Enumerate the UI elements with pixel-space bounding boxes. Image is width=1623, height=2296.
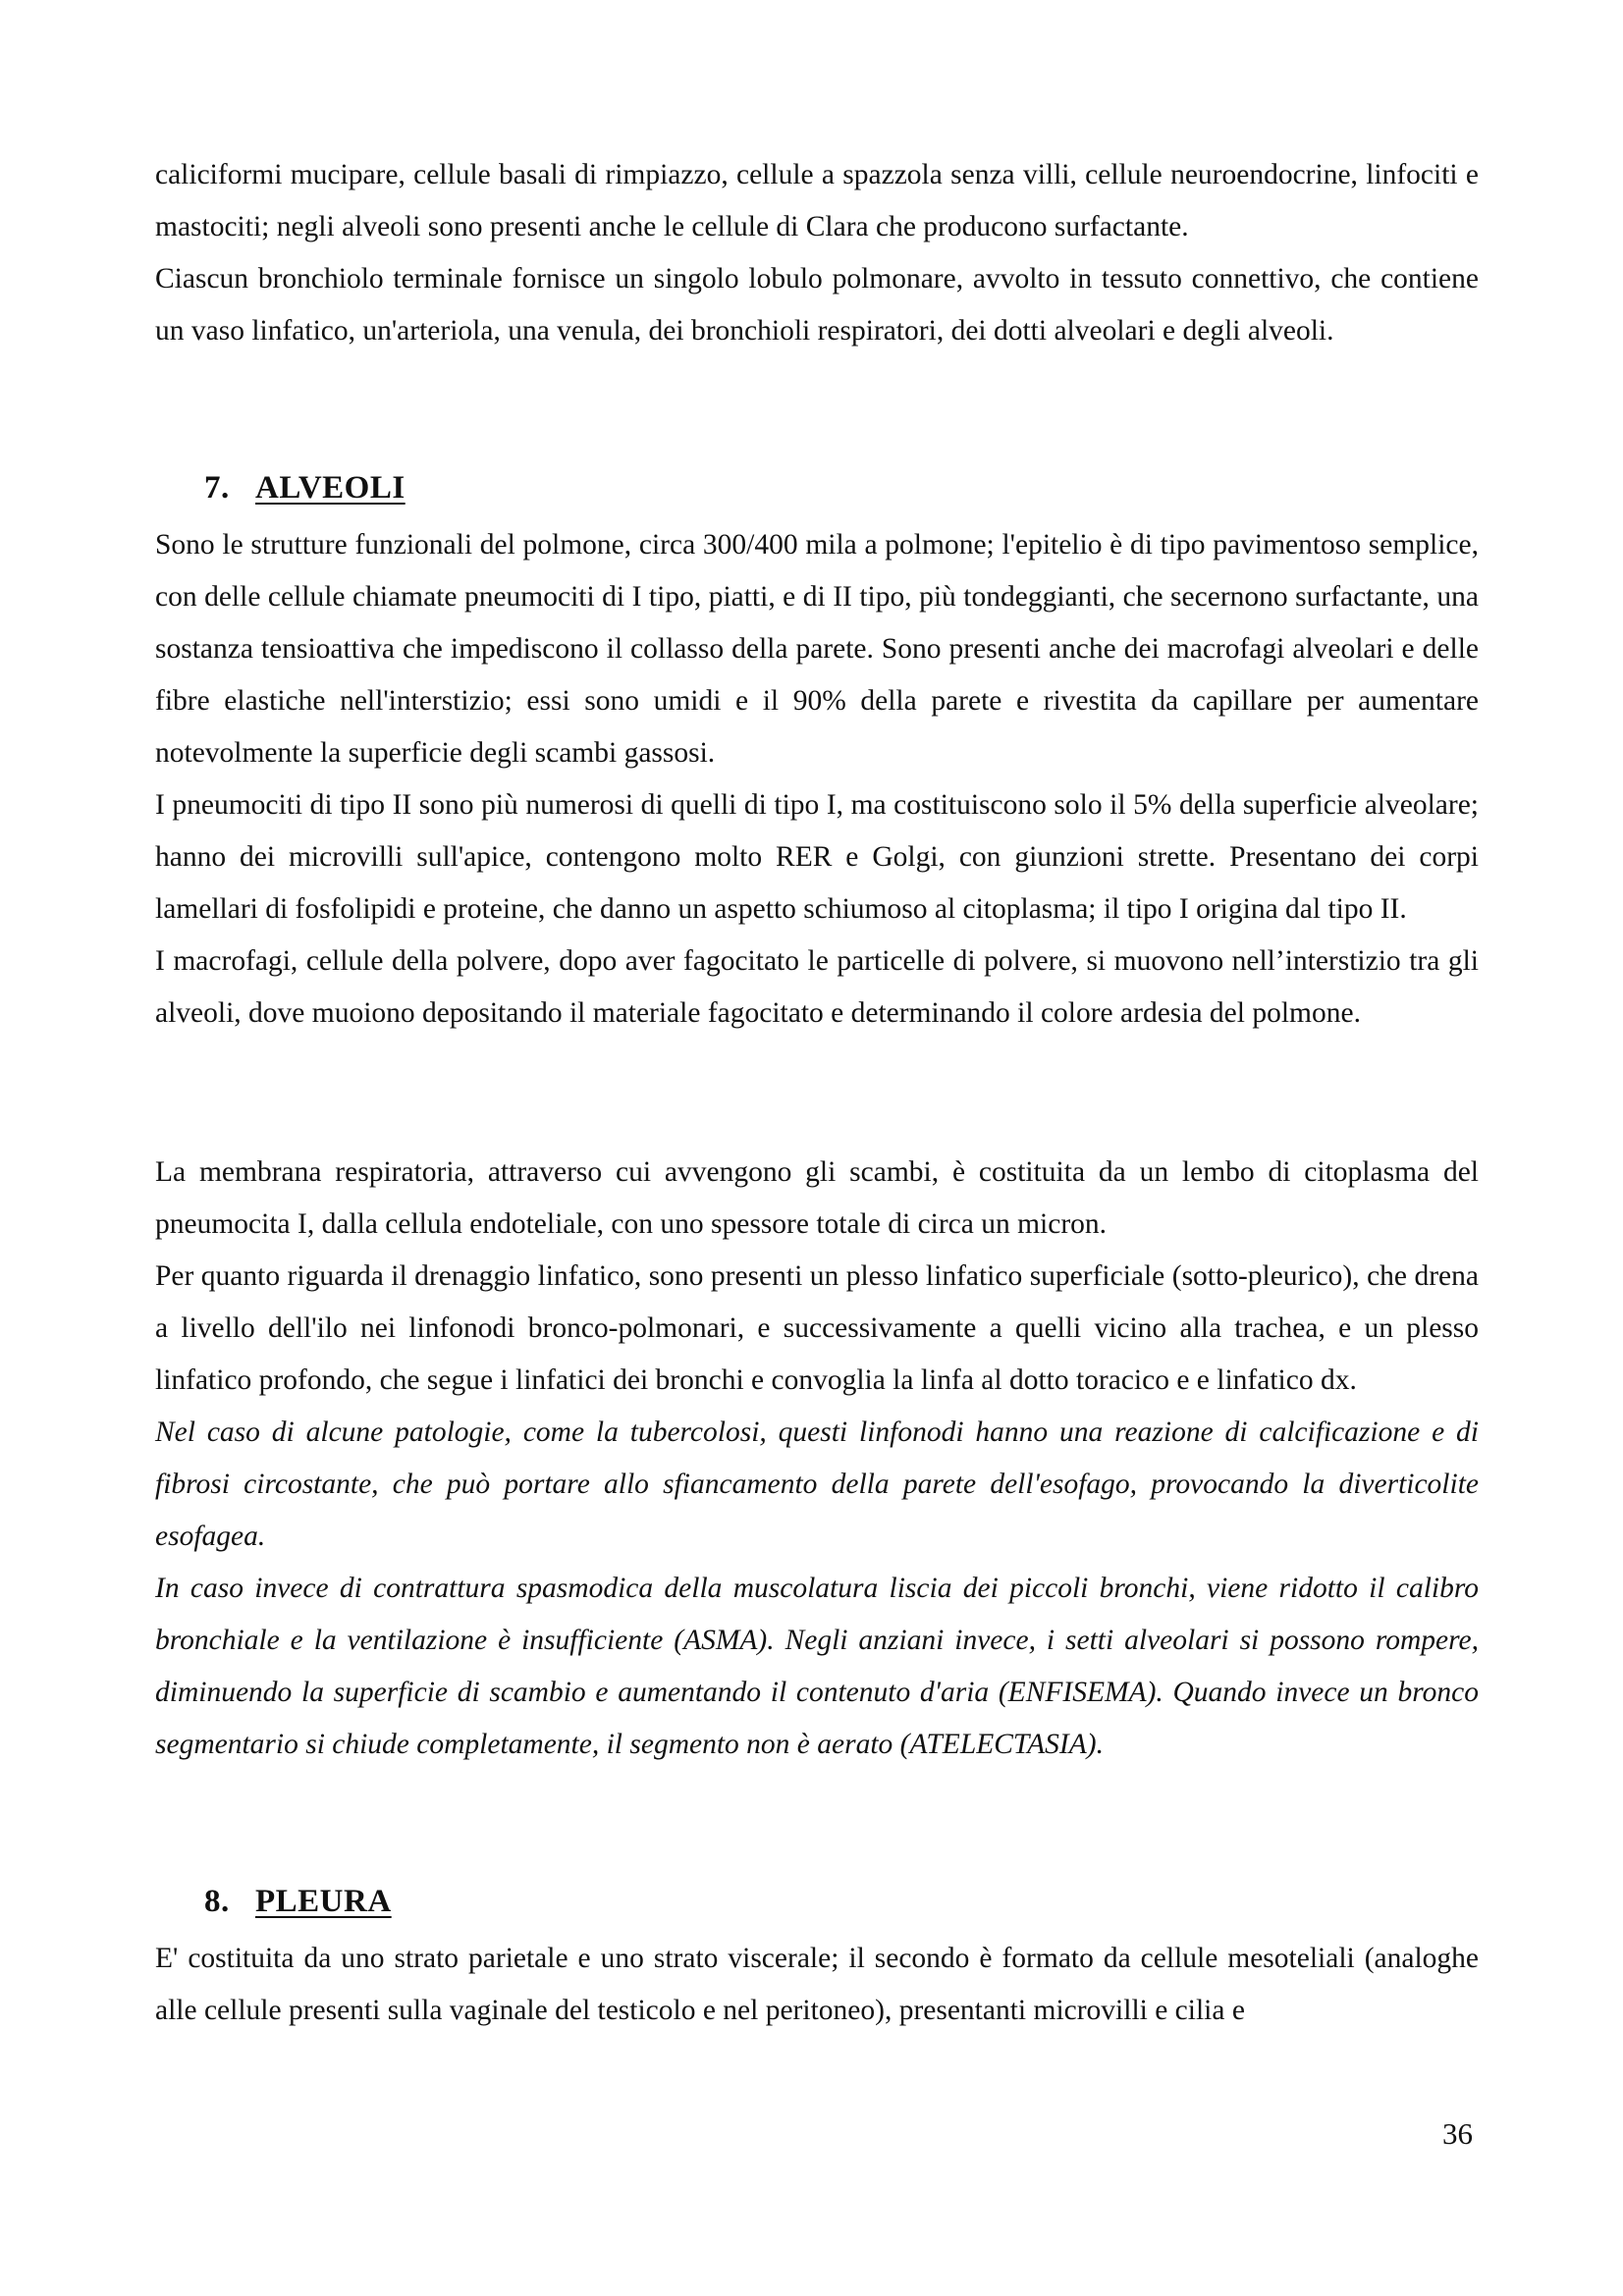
section-7-body — [155, 519, 1479, 1040]
section-7-paragraph-3: I macrofagi, cellule della polvere, dopo aver fagocitato le particelle di polvere, si muovono nell’interstizio tra gli alveoli, dove muoiono depositando il materiale fagocitato e determinando il colore ardesia del polmone. — [155, 945, 1479, 1029]
section-8-body — [155, 1933, 1479, 2037]
section-7-italic-paragraph-1: Nel caso di alcune patologie, come la tubercolosi, questi linfonodi hanno una reazione di calcificazione e di fibrosi circostante, che può portare allo sfiancamento della parete dell'esofago, provocando la diverticolite esofagea. — [155, 1416, 1479, 1552]
section-7-paragraph-5: Per quanto riguarda il drenaggio linfatico, sono presenti un plesso linfatico superficiale (sotto-pleurico), che drena a livello dell'ilo nei linfonodi bronco-polmonari, e successivamente a quelli vicino alla trachea, e un plesso linfatico profondo, che segue i linfatici dei bronchi e convoglia la linfa al dotto toracico e e linfatico dx. — [155, 1260, 1479, 1396]
section-7-title: ALVEOLI — [255, 470, 406, 506]
section-7-paragraph-4: La membrana respiratoria, attraverso cui avvengono gli scambi, è costituita da un lembo di citoplasma del pneumocita I, dalla cellula endoteliale, con uno spessore totale di circa un micron. — [155, 1156, 1479, 1240]
section-7-number: 7. — [204, 470, 230, 506]
section-8-title: PLEURA — [255, 1884, 392, 1919]
section-8-number: 8. — [204, 1884, 230, 1919]
section-7-heading — [204, 468, 406, 507]
intro-paragraph-1: caliciformi mucipare, cellule basali di rimpiazzo, cellule a spazzola senza villi, cellule neuroendocrine, linfociti e mastociti; negli alveoli sono presenti anche le cellule di Clara che producono surfactante. — [155, 159, 1479, 242]
section-7-paragraph-1: Sono le strutture funzionali del polmone, circa 300/400 mila a polmone; l'epitelio è di tipo pavimentoso semplice, con delle cellule chiamate pneumociti di I tipo, piatti, e di II tipo, più tondeggianti, che secernono surfactante, una sostanza tensioattiva che impediscono il collasso della parete. Sono presenti anche dei macrofagi alveolari e delle fibre elastiche nell'interstizio; essi sono umidi e il 90% della parete e rivestita da capillare per aumentare notevolmente la superficie degli scambi gassosi. — [155, 529, 1479, 769]
section-8-paragraph-1: E' costituita da uno strato parietale e uno strato viscerale; il secondo è formato da cellule mesoteliali (analoghe alle cellule presenti sulla vaginale del testicolo e nel peritoneo), presentanti microvilli e cilia e — [155, 1943, 1479, 2026]
intro-paragraph-2: Ciascun bronchiolo terminale fornisce un singolo lobulo polmonare, avvolto in tessuto connettivo, che contiene un vaso linfatico, un'arteriola, una venula, dei bronchioli respiratori, dei dotti alveolari e degli alveoli. — [155, 263, 1479, 347]
section-7-paragraph-2: I pneumociti di tipo II sono più numerosi di quelli di tipo I, ma costituiscono solo il 5% della superficie alveolare; hanno dei microvilli sull'apice, contengono molto RER e Golgi, con giunzioni strette. Presentano dei corpi lamellari di fosfolipidi e proteine, che danno un aspetto schiumoso al citoplasma; il tipo I origina dal tipo II. — [155, 789, 1479, 925]
section-7-italic-paragraph-2: In caso invece di contrattura spasmodica della muscolatura liscia dei piccoli bronchi, viene ridotto il calibro bronchiale e la ventilazione è insufficiente (ASMA). Negli anziani invece, i setti alveolari si possono rompere, diminuendo la superficie di scambio e aumentando il contenuto d'aria (ENFISEMA). Quando invece un bronco segmentario si chiude completamente, il segmento non è aerato (ATELECTASIA). — [155, 1573, 1479, 1760]
section-8-heading — [204, 1882, 392, 1921]
section-7-body-continued — [155, 1147, 1479, 1771]
page-number: 36 — [1442, 2116, 1473, 2151]
intro-text — [155, 149, 1479, 357]
